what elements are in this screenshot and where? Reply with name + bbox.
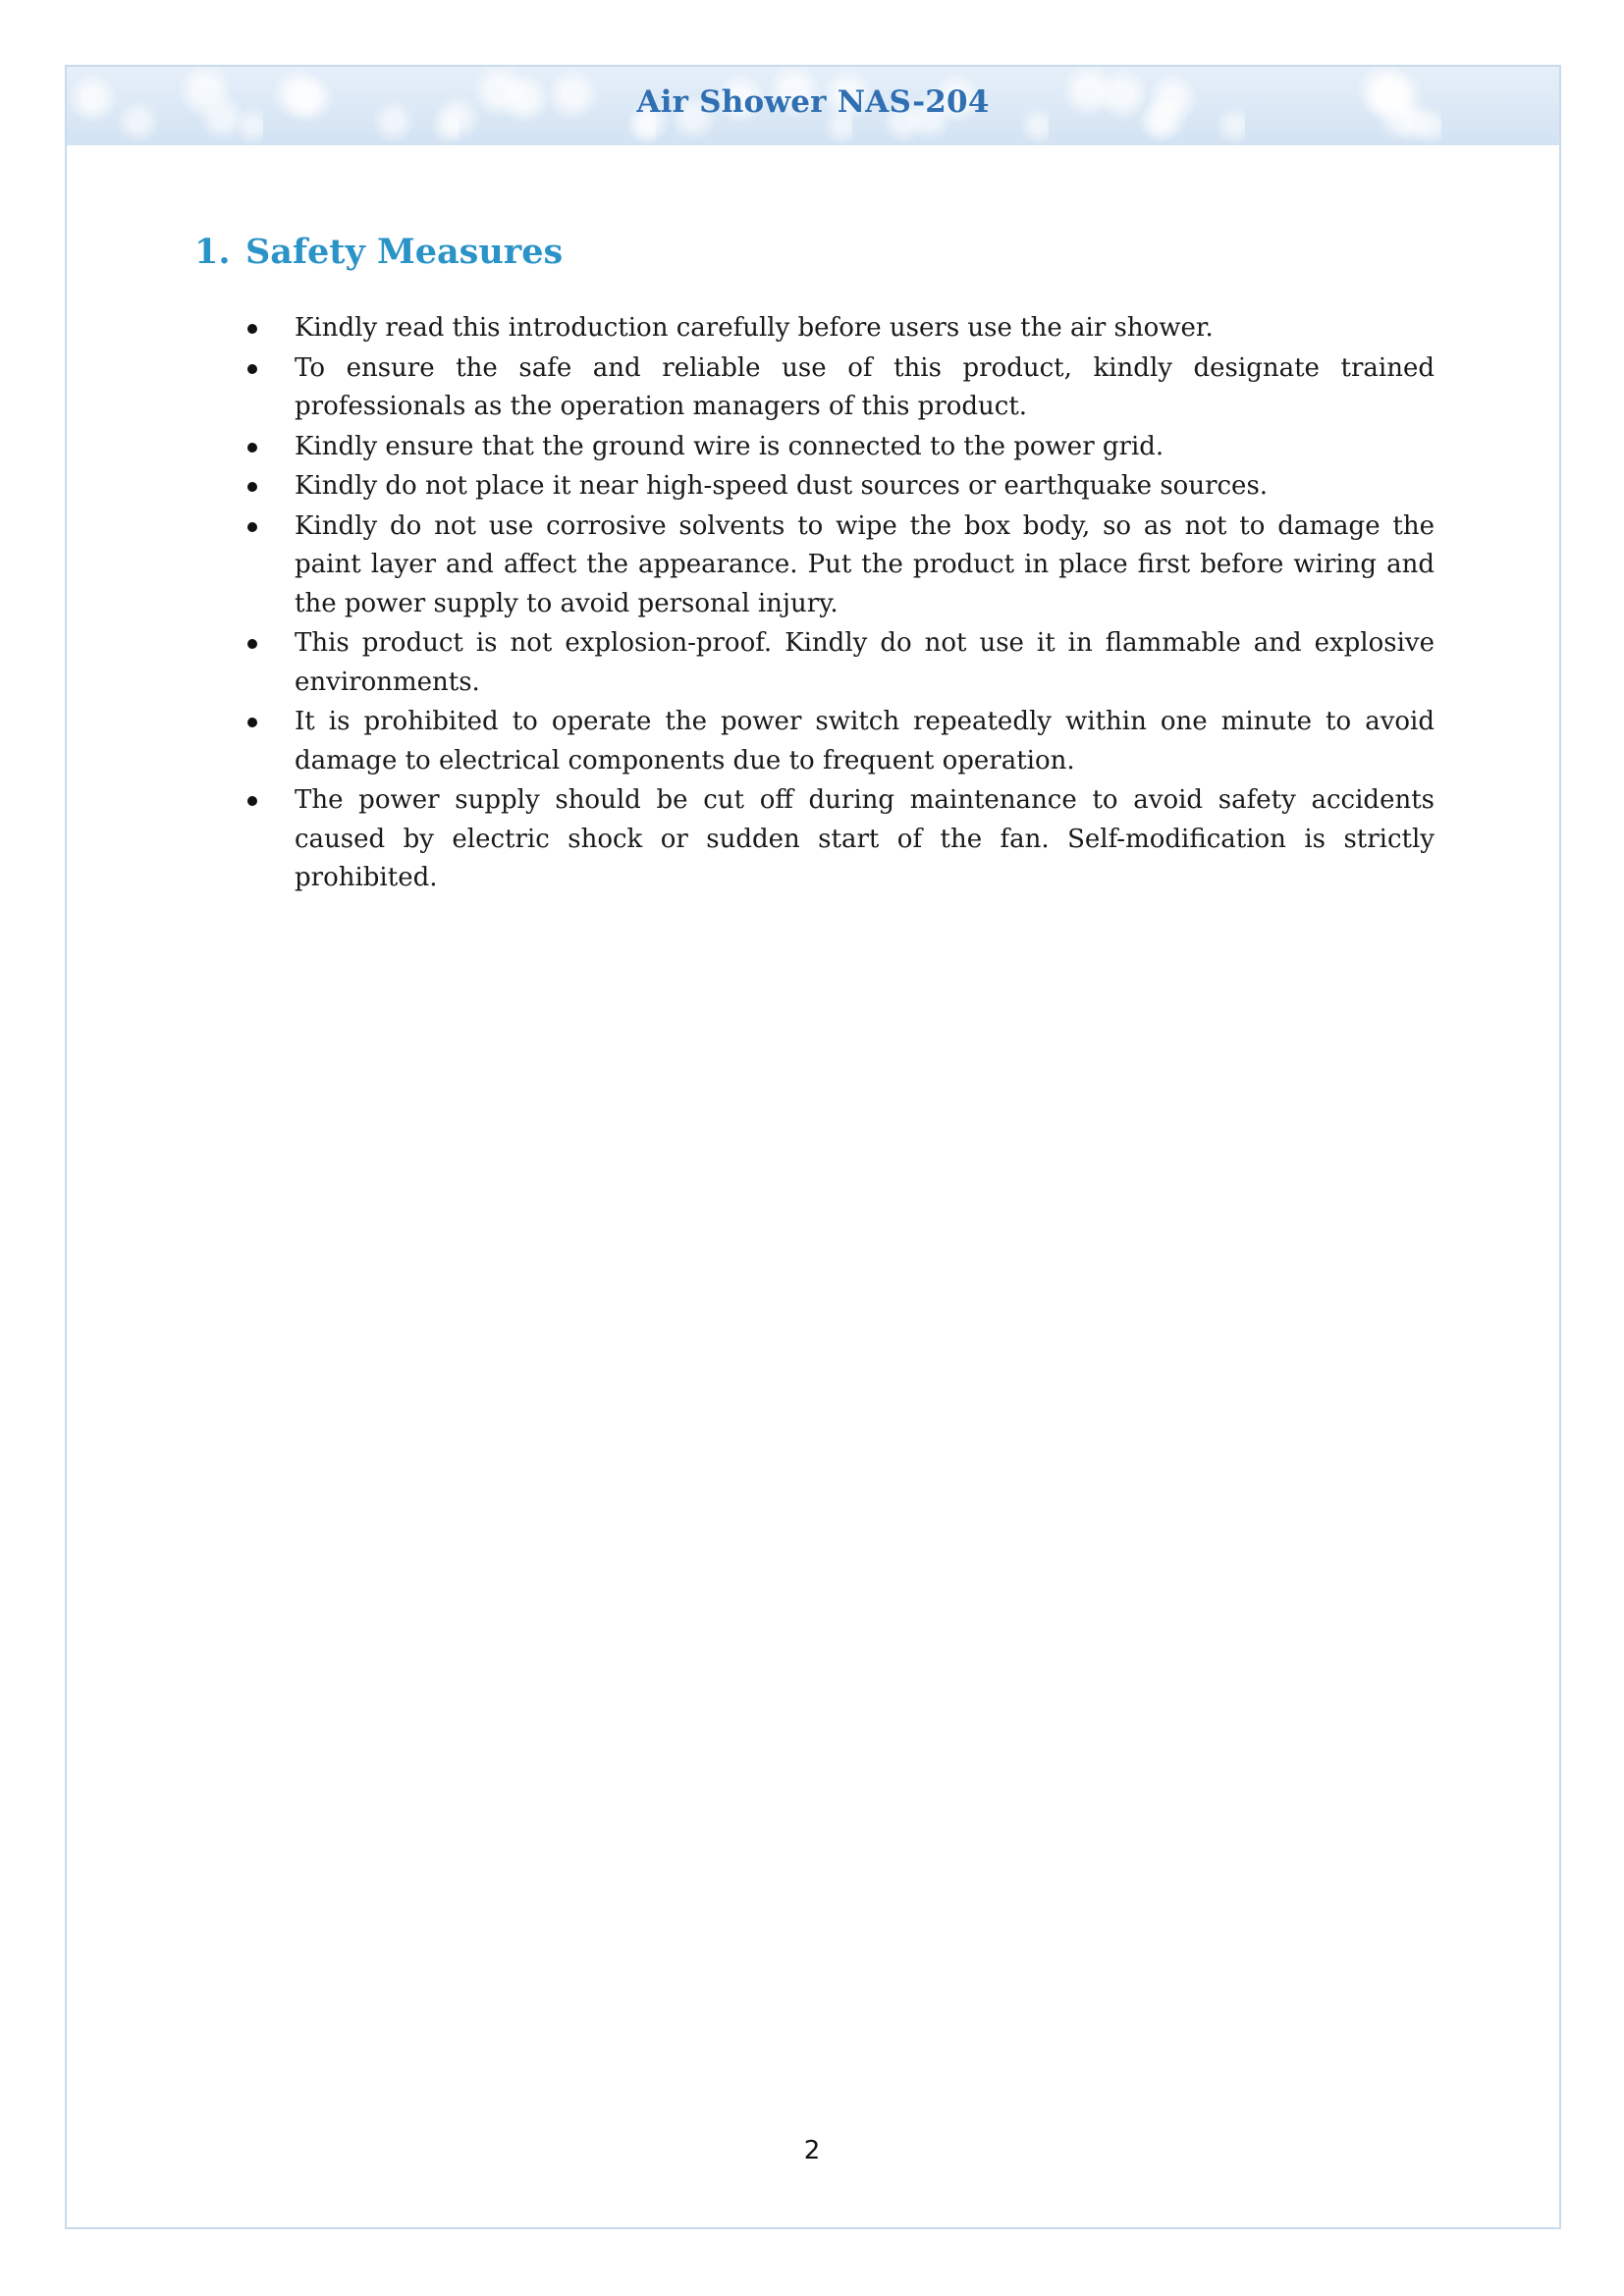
section-number: 1.: [194, 232, 231, 272]
list-item: [245, 624, 1435, 702]
list-item-text: This product is not explosion-proof. Kindly do not use it in flammable and explosive environments.: [295, 628, 1435, 697]
list-item-text: Kindly read this introduction carefully before users use the air shower.: [295, 313, 1214, 343]
list-item-text: Kindly ensure that the ground wire is connected to the power grid.: [295, 431, 1164, 461]
bullet-icon: [245, 703, 295, 742]
main-content: [194, 232, 1435, 899]
list-item: [245, 781, 1435, 898]
safety-bullet-list: [194, 309, 1435, 898]
bullet-icon: [245, 624, 295, 664]
bullet-icon: [245, 309, 295, 348]
list-item-text: It is prohibited to operate the power switch repeatedly within one minute to avoid damage to electrical components due to frequent operation.: [295, 707, 1435, 775]
section-heading: [194, 232, 1435, 272]
list-item-text: Kindly do not use corrosive solvents to wipe the box body, so as not to damage the paint layer and affect the appearance. Put the product in place first before wiring and the power supply to avoid personal injury.: [295, 510, 1435, 618]
list-item: [245, 309, 1435, 348]
bullet-icon: [245, 781, 295, 821]
list-item: [245, 703, 1435, 780]
bullet-icon: [245, 507, 295, 547]
bullet-icon: [245, 428, 295, 467]
list-item-text: To ensure the safe and reliable use of this product, kindly designate trained professionals as the operation managers of this product.: [295, 352, 1435, 421]
list-item: [245, 507, 1435, 624]
list-item-text: Kindly do not place it near high-speed dust sources or earthquake sources.: [295, 471, 1269, 501]
document-title: Air Shower NAS-204: [636, 84, 990, 120]
section-title: Safety Measures: [245, 232, 564, 272]
header-band: [67, 67, 1559, 145]
page-number: 2: [803, 2136, 821, 2165]
list-item: [245, 349, 1435, 427]
list-item: [245, 428, 1435, 467]
list-item: [245, 467, 1435, 507]
bullet-icon: [245, 467, 295, 507]
list-item-text: The power supply should be cut off during maintenance to avoid safety accidents caused by electric shock or sudden start of the fan. Self-modification is strictly prohibited.: [295, 785, 1435, 892]
bullet-icon: [245, 349, 295, 389]
